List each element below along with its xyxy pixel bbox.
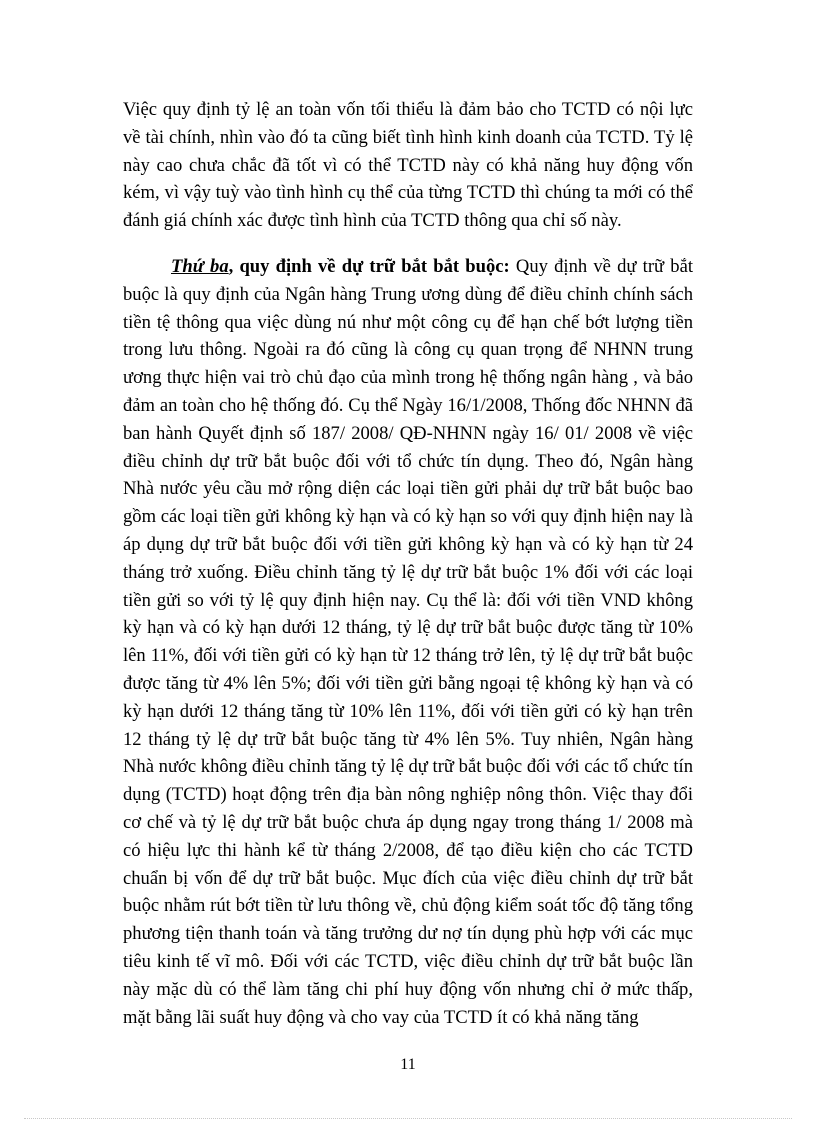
paragraph-text: Việc quy định tỷ lệ an toàn vốn tối thiểu là đảm bảo cho TCTD có nội lực về tài chính, nhìn vào đó ta cũng biết tình hình kinh doanh của TCTD. Tỷ lệ này cao chưa chắc đã tốt vì có thể TCTD này có khả năng huy động vốn kém, vì vậy tuỳ vào tình hình cụ thể của từng TCTD thì chúng ta mới có thể đánh giá chính xác được tình hình của TCTD thông qua chỉ số này. [123,99,693,232]
paragraph-reserve-requirement [123,253,693,1031]
paragraph-text [123,253,693,1031]
section-lead-bold: , quy định về dự trữ bắt bắt buộc: [228,256,510,277]
paragraph-body: Quy định về dự trữ bắt buộc là quy định của Ngân hàng Trung ương dùng để điều chỉnh chính sách tiền tệ thông qua việc dùng nú như một công cụ để hạn chế bớt lượng tiền trong lưu thông. Ngoài ra đó cũng là công cụ quan trọng để NHNN trung ương thực hiện vai trò chủ đạo của mình trong hệ thống ngân hàng , và bảo đảm an toàn cho hệ thống đó. Cụ thể Ngày 16/1/2008, Thống đốc NHNN đã ban hành Quyết định số 187/ 2008/ QĐ-NHNN ngày 16/ 01/ 2008 về việc điều chỉnh dự trữ bắt buộc đối với tổ chức tín dụng. Theo đó, Ngân hàng Nhà nước yêu cầu mở rộng diện các loại tiền gửi phải dự trữ bắt buộc bao gồm các loại tiền gửi không kỳ hạn và có kỳ hạn so với quy định hiện nay là áp dụng dự trữ bắt buộc đối với tiền gửi không kỳ hạn và có kỳ hạn từ 24 tháng trở xuống. Điều chỉnh tăng tỷ lệ dự trữ bắt buộc 1% đối với các loại tiền gửi so với tỷ lệ quy định hiện nay. Cụ thể là: đối với tiền VND không kỳ hạn và có kỳ hạn dưới 12 tháng, tỷ lệ dự trữ bắt buộc được tăng từ 10% lên 11%, đối với tiền gửi có kỳ hạn từ 12 tháng trở lên, tỷ lệ dự trữ bắt buộc được tăng từ 4% lên 5%; đối với tiền gửi bằng ngoại tệ không kỳ hạn và có kỳ hạn dưới 12 tháng tăng từ 10% lên 11%, đối với tiền gửi có kỳ hạn trên 12 tháng tỷ lệ dự trữ bắt buộc tăng từ 4% lên 5%. Tuy nhiên, Ngân hàng Nhà nước không điều chỉnh tăng tỷ lệ dự trữ bắt buộc đối với các tổ chức tín dụng (TCTD) hoạt động trên địa bàn nông nghiệp nông thôn. Việc thay đổi cơ chế và tỷ lệ dự trữ bắt buộc chưa áp dụng ngay trong tháng 1/ 2008 mà có hiệu lực thi hành kể từ tháng 2/2008, để tạo điều kiện cho các TCTD chuẩn bị vốn để dự trữ bắt buộc. Mục đích của việc điều chỉnh dự trữ bắt buộc nhằm rút bớt tiền từ lưu thông về, chủ động kiểm soát tốc độ tăng tổng phương tiện thanh toán và tăng trưởng dư nợ tín dụng phù hợp với các mục tiêu kinh tế vĩ mô. Đối với các TCTD, việc điều chỉnh dự trữ bắt buộc lần này mặc dù có thể làm tăng chi phí huy động vốn nhưng chỉ ở mức thấp, mặt bằng lãi suất huy động và cho vay của TCTD ít có khả năng tăng [123,256,693,1028]
section-lead-italic: Thứ ba [171,256,229,277]
page-number: 11 [400,1056,416,1073]
paragraph-safety-ratio [123,96,693,235]
page-bottom-divider [24,1118,792,1119]
